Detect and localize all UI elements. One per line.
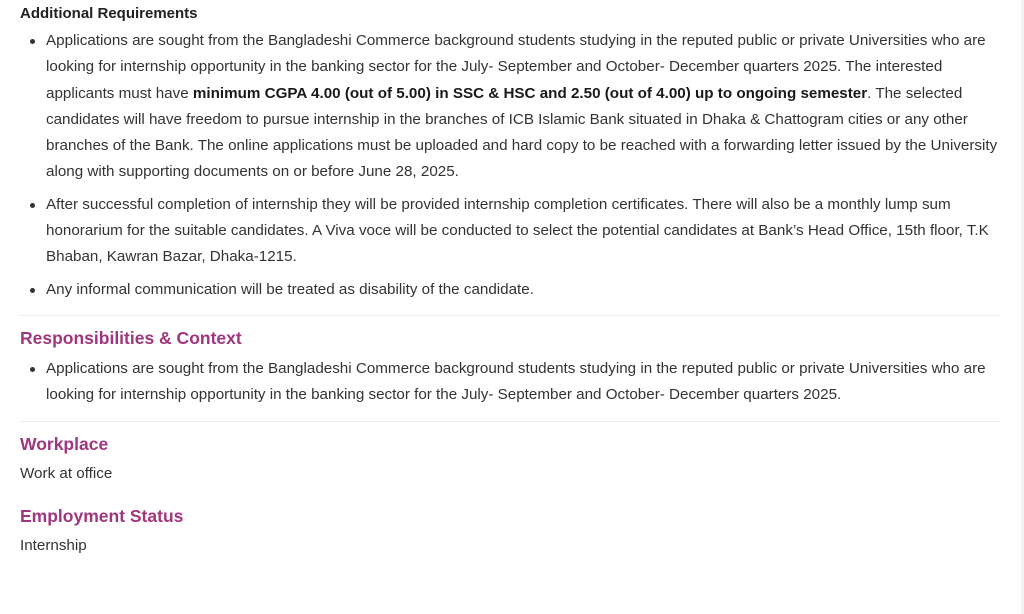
responsibilities-list — [20, 356, 1024, 409]
list-item-text: . The selected candidates will have freedom to pursue internship in the branches of ICB Islamic Bank situated in Dhaka & Chattogram cities or any other branches of the Bank. The online applications must be uploaded and hard copy to be reached with a forwarding letter issued by the University along with supporting documents on or before June 28, 2025. — [46, 84, 998, 181]
workplace-heading: Workplace — [20, 433, 109, 454]
cgpa-requirement-bold: minimum CGPA 4.00 (out of 5.00) in SSC & HSC and 2.50 (out of 4.00) up to ongoing semester — [192, 84, 868, 102]
list-item-text: Applications are sought from the Bangladeshi Commerce background students studying in the reputed public or private Universities who are looking for internship opportunity in the banking sector for the July- September and October- December quarters 2025. The interested applicants must have — [46, 32, 986, 102]
section-divider — [20, 315, 1000, 316]
additional-requirements-heading: Additional Requirements — [20, 5, 198, 22]
list-item-text: Applications are sought from the Bangladeshi Commerce background students studying in the reputed public or private Universities who are looking for internship opportunity in the banking sector for the July- September and October- December quarters 2025. — [46, 359, 986, 404]
section-divider — [20, 421, 1000, 422]
list-item — [46, 192, 1006, 271]
employment-status-heading: Employment Status — [20, 505, 184, 526]
list-item-text: After successful completion of internship they will be provided internship completion certificates. There will also be a monthly lump sum honorarium for the suitable candidates. A Viva voce will be conducted to select the potential candidates at Bank’s Head Office, 15th floor, T.K Bhaban, Kawran Bazar, Dhaka-1215. — [46, 195, 989, 266]
list-item — [46, 356, 1006, 409]
responsibilities-heading: Responsibilities & Context — [20, 327, 242, 348]
list-item-text: Any informal communication will be treated as disability of the candidate. — [46, 280, 534, 298]
list-item — [46, 28, 1006, 186]
list-item — [46, 277, 1006, 303]
spacer — [20, 486, 1024, 504]
additional-requirements-list — [20, 28, 1024, 303]
employment-status-value: Internship — [20, 536, 87, 554]
workplace-value: Work at office — [20, 464, 113, 482]
